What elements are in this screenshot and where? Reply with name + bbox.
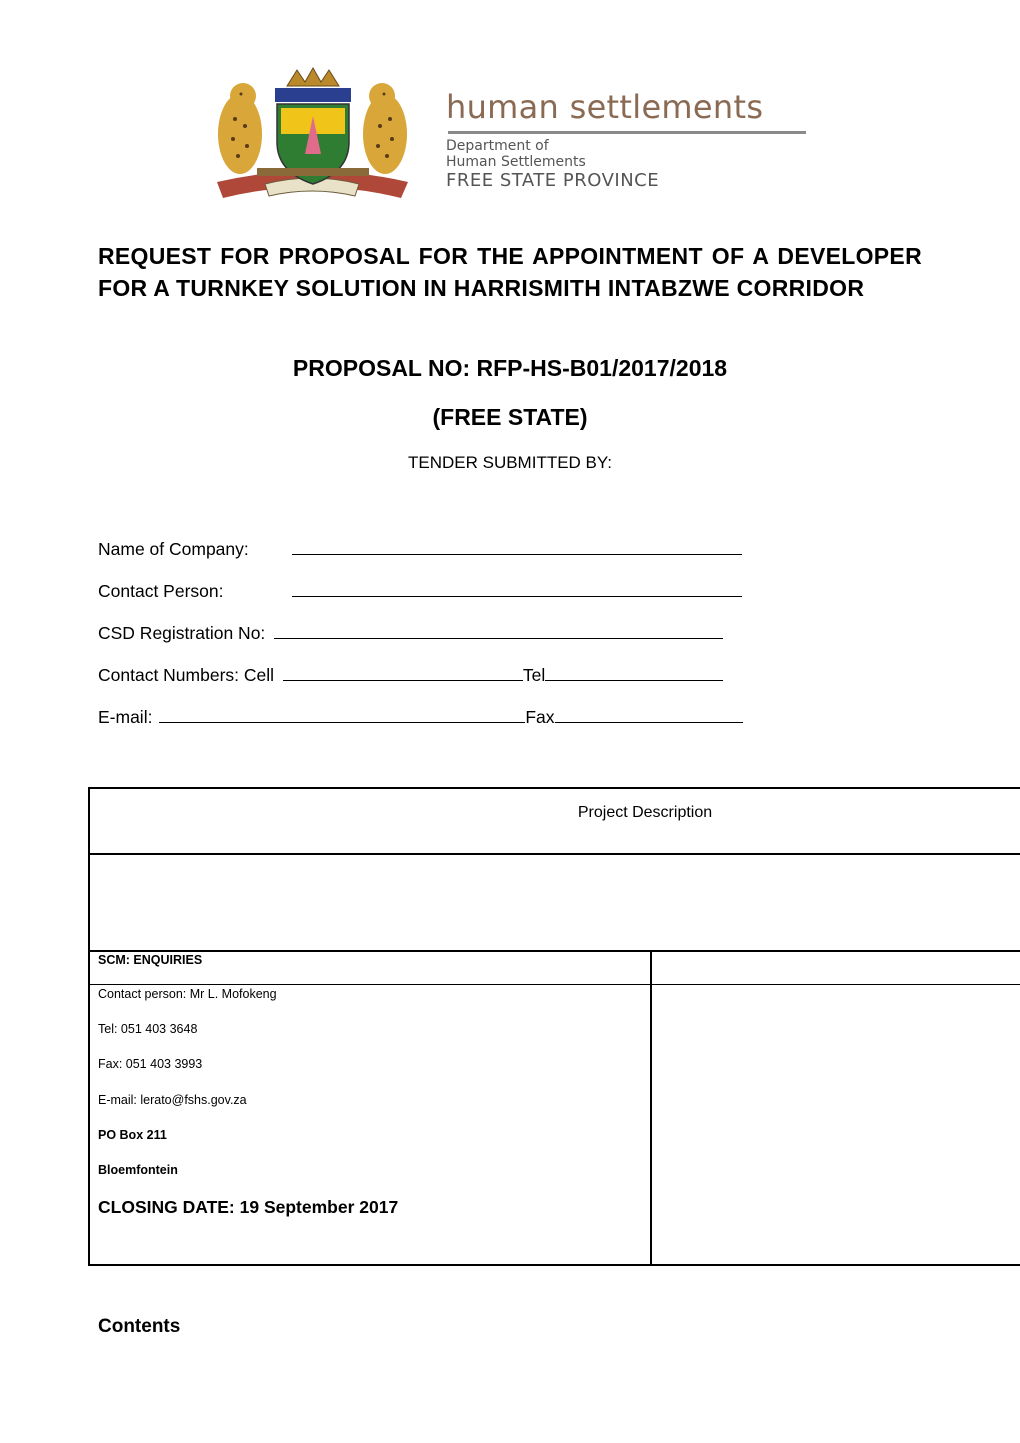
company-row bbox=[98, 538, 742, 560]
department-brand bbox=[446, 88, 816, 198]
po-box-info: PO Box 211 bbox=[98, 1128, 167, 1142]
brand-line-province: FREE STATE PROVINCE bbox=[446, 170, 660, 191]
closing-date: CLOSING DATE: 19 September 2017 bbox=[98, 1197, 399, 1217]
email-blank[interactable] bbox=[159, 706, 525, 723]
project-description-label: Project Description bbox=[577, 804, 713, 821]
contact-person-info: Contact person: Mr L. Mofokeng bbox=[98, 987, 277, 1001]
fax-info: Fax: 051 403 3993 bbox=[98, 1057, 203, 1071]
csd-row bbox=[98, 622, 723, 644]
tel-label: Tel bbox=[522, 665, 546, 685]
table-left-border bbox=[88, 787, 90, 1266]
company-blank[interactable] bbox=[292, 538, 742, 555]
email-info: E-mail: lerato@fshs.gov.za bbox=[98, 1093, 247, 1107]
brand-line-human-settlements: Human Settlements bbox=[446, 154, 586, 170]
csd-label: CSD Registration No: bbox=[98, 623, 266, 643]
table-divider-1 bbox=[88, 853, 1020, 855]
fax-label: Fax bbox=[525, 707, 555, 727]
contents-heading: Contents bbox=[98, 1316, 181, 1337]
brand-title: human settlements bbox=[446, 88, 764, 126]
cell-label: Contact Numbers: Cell bbox=[98, 665, 275, 685]
coat-of-arms-logo bbox=[205, 64, 420, 210]
company-label: Name of Company: bbox=[98, 539, 249, 559]
fax-blank[interactable] bbox=[555, 706, 743, 723]
email-label: E-mail: bbox=[98, 707, 153, 727]
email-row bbox=[98, 706, 743, 728]
document-title: REQUEST FOR PROPOSAL FOR THE APPOINTMENT OF A DEVELOPER FOR A TURNKEY SOLUTION IN HARRISMITH INTABZWE CORRIDOR bbox=[98, 243, 922, 301]
contact-person-row bbox=[98, 580, 742, 602]
contact-person-blank[interactable] bbox=[292, 580, 742, 597]
tel-info: Tel: 051 403 3648 bbox=[98, 1022, 198, 1036]
csd-blank[interactable] bbox=[274, 622, 723, 639]
scm-enquiries-header: SCM: ENQUIRIES bbox=[98, 953, 203, 967]
proposal-number: PROPOSAL NO: RFP-HS-B01/2017/2018 bbox=[292, 355, 728, 381]
table-column-divider bbox=[650, 950, 652, 1266]
cell-blank[interactable] bbox=[283, 664, 523, 681]
tel-blank[interactable] bbox=[545, 664, 723, 681]
table-top-border bbox=[88, 787, 1020, 789]
region-label: (FREE STATE) bbox=[432, 404, 588, 430]
city-info: Bloemfontein bbox=[98, 1163, 178, 1177]
brand-divider bbox=[448, 131, 806, 134]
table-divider-2 bbox=[88, 950, 1020, 952]
table-divider-3 bbox=[88, 984, 1020, 985]
brand-line-department: Department of bbox=[446, 138, 549, 154]
contact-numbers-row bbox=[98, 664, 723, 686]
table-bottom-border bbox=[88, 1264, 1020, 1266]
contact-person-label: Contact Person: bbox=[98, 581, 224, 601]
tender-submitted-by: TENDER SUBMITTED BY: bbox=[407, 453, 613, 472]
